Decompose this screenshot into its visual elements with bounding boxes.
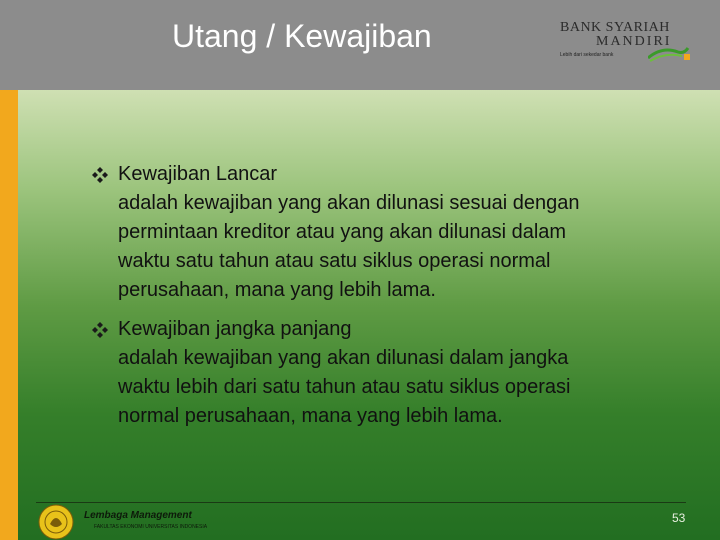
slide-title: Utang / Kewajiban — [172, 18, 432, 54]
bullet-heading: Kewajiban Lancar — [118, 163, 277, 185]
bank-logo-swoosh-icon — [648, 44, 692, 62]
lembaga-management-subtitle: FAKULTAS EKONOMI UNIVERSITAS INDONESIA — [94, 524, 208, 530]
accent-bar — [0, 90, 18, 540]
bank-logo-line2: MANDIRI — [596, 34, 672, 49]
bullet-item-kewajiban-jangka-panjang — [92, 315, 692, 431]
bullet-item-kewajiban-lancar — [92, 160, 692, 305]
page-number: 53 — [672, 511, 686, 525]
four-diamond-bullet-icon — [92, 322, 108, 338]
slide-header — [0, 0, 720, 90]
four-diamond-bullet-icon — [92, 167, 108, 183]
lembaga-management-name: Lembaga Management — [84, 510, 192, 521]
bank-syariah-mandiri-logo — [556, 18, 696, 68]
bank-logo-line1: BANK SYARIAH — [560, 20, 670, 35]
bank-logo-tagline: Lebih dari sekedar bank — [560, 52, 614, 58]
bullet-body: adalah kewajiban yang akan dilunasi dalam jangka waktu lebih dari satu tahun atau satu siklus operasi normal perusahaan, mana yang lebih lama. — [118, 347, 571, 427]
lembaga-management-logo — [34, 502, 274, 540]
makara-emblem-icon — [34, 502, 78, 540]
bullet-heading: Kewajiban jangka panjang — [118, 318, 352, 340]
bullet-body: adalah kewajiban yang akan dilunasi sesuai dengan permintaan kreditor atau yang akan dilunasi dalam waktu satu tahun atau satu siklus operasi normal perusahaan, mana yang lebih lama. — [118, 192, 580, 301]
